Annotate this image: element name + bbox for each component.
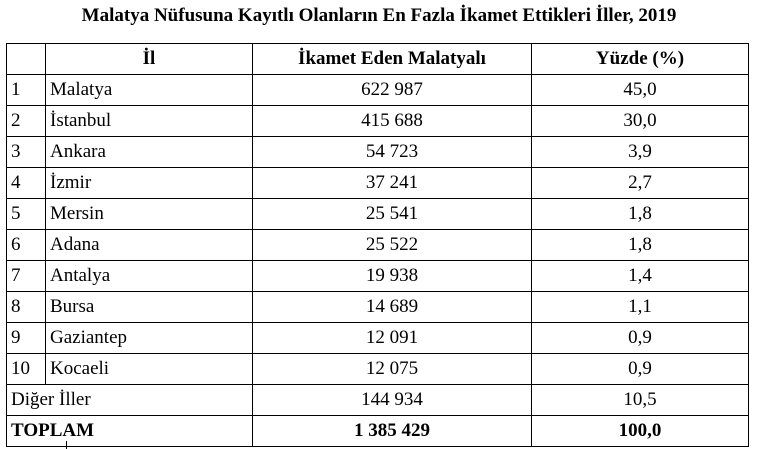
table-row — [7, 230, 749, 261]
row-province: Gaziantep — [46, 323, 253, 354]
row-rank: 9 — [7, 323, 46, 354]
table-row — [7, 199, 749, 230]
row-population: 14 689 — [253, 292, 532, 323]
row-province: Ankara — [46, 137, 253, 168]
row-rank: 2 — [7, 106, 46, 137]
total-population: 1 385 429 — [253, 416, 532, 447]
row-population: 415 688 — [253, 106, 532, 137]
row-province: Kocaeli — [46, 354, 253, 385]
other-provinces-row — [7, 385, 749, 416]
row-percent: 30,0 — [532, 106, 749, 137]
table-row — [7, 323, 749, 354]
row-population: 12 091 — [253, 323, 532, 354]
row-rank: 5 — [7, 199, 46, 230]
row-percent: 1,4 — [532, 261, 749, 292]
divider-tick — [66, 441, 67, 449]
row-percent: 1,8 — [532, 230, 749, 261]
row-percent: 0,9 — [532, 323, 749, 354]
row-rank: 3 — [7, 137, 46, 168]
row-percent: 3,9 — [532, 137, 749, 168]
table-row — [7, 261, 749, 292]
row-province: İstanbul — [46, 106, 253, 137]
table-row — [7, 354, 749, 385]
row-province: Bursa — [46, 292, 253, 323]
row-rank: 10 — [7, 354, 46, 385]
row-population: 54 723 — [253, 137, 532, 168]
total-label: TOPLAM — [7, 416, 253, 447]
other-percent: 10,5 — [532, 385, 749, 416]
row-percent: 0,9 — [532, 354, 749, 385]
row-population: 622 987 — [253, 75, 532, 106]
row-rank: 1 — [7, 75, 46, 106]
table-row — [7, 292, 749, 323]
table-header-row — [7, 44, 749, 75]
row-province: Antalya — [46, 261, 253, 292]
row-percent: 2,7 — [532, 168, 749, 199]
row-rank: 7 — [7, 261, 46, 292]
header-rank — [7, 44, 46, 75]
table-row — [7, 168, 749, 199]
data-table — [6, 43, 749, 447]
table-row — [7, 75, 749, 106]
row-population: 12 075 — [253, 354, 532, 385]
table-row — [7, 137, 749, 168]
row-province: Mersin — [46, 199, 253, 230]
row-percent: 1,8 — [532, 199, 749, 230]
row-rank: 8 — [7, 292, 46, 323]
row-province: Malatya — [46, 75, 253, 106]
header-percent: Yüzde (%) — [532, 44, 749, 75]
table-row — [7, 106, 749, 137]
row-population: 19 938 — [253, 261, 532, 292]
header-province: İl — [46, 44, 253, 75]
row-rank: 4 — [7, 168, 46, 199]
row-percent: 45,0 — [532, 75, 749, 106]
total-row — [7, 416, 749, 447]
row-population: 37 241 — [253, 168, 532, 199]
row-percent: 1,1 — [532, 292, 749, 323]
other-population: 144 934 — [253, 385, 532, 416]
page-title: Malatya Nüfusuna Kayıtlı Olanların En Fazla İkamet Ettikleri İller, 2019 — [81, 5, 677, 26]
row-province: İzmir — [46, 168, 253, 199]
table-body — [7, 75, 749, 385]
total-percent: 100,0 — [532, 416, 749, 447]
row-population: 25 522 — [253, 230, 532, 261]
other-label: Diğer İller — [7, 385, 253, 416]
header-population: İkamet Eden Malatyalı — [253, 44, 532, 75]
row-rank: 6 — [7, 230, 46, 261]
row-population: 25 541 — [253, 199, 532, 230]
row-province: Adana — [46, 230, 253, 261]
